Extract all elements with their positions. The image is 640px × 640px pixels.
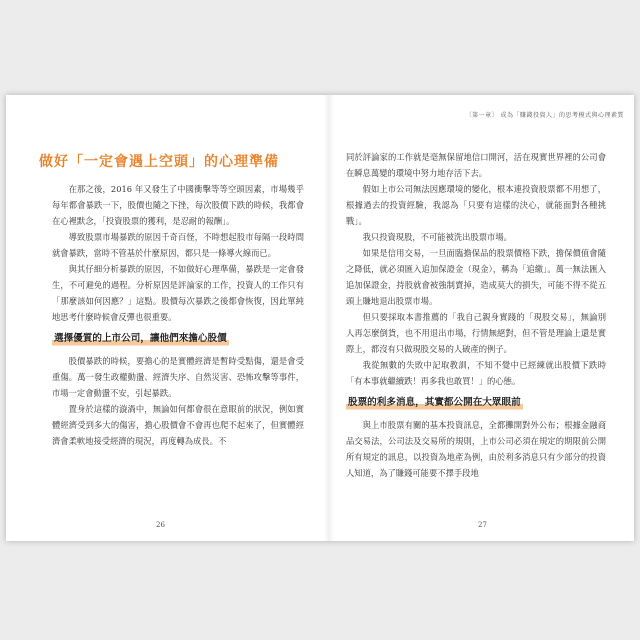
paragraph: 在那之後，2016 年又發生了中國衝擊等等空頭因素，市場幾乎每年都會暴跌一下，股價也隨之下挫，每次股價下跌的時候，我都會在心裡默念，「投資股票的獲利，是忍耐的報酬」。 bbox=[52, 184, 304, 226]
paragraph: 導致股票市場暴跌的原因千奇百怪，不時想起股市每隔一段時間就會暴跌，當時不管基於什麼原因，都只是一條導火線而已。 bbox=[52, 232, 304, 258]
paragraph: 假如上市公司無法因應環境的變化，根本連投資股票都不用想了，根據過去的投資經驗，我認為「只要有這樣的決心，就能面對各種挑戰」。 bbox=[346, 184, 606, 226]
right-page-body bbox=[346, 149, 606, 481]
running-head: 〔第一章〕 成為「賺錢投資人」的思考模式與心理素質 bbox=[465, 112, 624, 119]
paragraph: 我只投資現股，不可能被洗出股票市場。 bbox=[362, 232, 512, 242]
page-number: 26 bbox=[156, 521, 165, 529]
paragraph: 同於評論家的工作就是毫無保留地信口開河，活在現實世界裡的公司會在瞬息萬變的環境中努力地存活下去。 bbox=[346, 152, 606, 178]
chapter-title: 做好「一定會遇上空頭」的心理準備 bbox=[39, 154, 279, 170]
paragraph: 如果是信用交易，一旦面臨擔保品的股票價格下跌，擔保價值會隨之降低，就必須匯入追加保證金（現金），稱為「追繳」。萬一無法匯入追加保證金，持股就會被強制賣掉，造成莫大的損失，可能不得不從五頭上賺地退出股票市場。 bbox=[346, 248, 606, 306]
paragraph: 與其仔細分析暴跌的原因，不如做好心理準備，暴跌是一定會發生，不可避免的過程。分析原因是評論家的工作，投資人的工作只有「那麼該如何因應？」這點。股價每次暴跌之後都會恢復，因此單純地思考什麼時候會反彈也很重要。 bbox=[52, 264, 304, 322]
section-heading: 股票的利多消息，其實都公開在大眾眼前 bbox=[346, 395, 523, 411]
paragraph: 我從無數的失敗中記取教訓，不知不覺中已經練就出股價下跌時「有本事就繼續跌！再多我也敢買！」的心態。 bbox=[346, 360, 606, 386]
left-page bbox=[6, 95, 324, 541]
right-page bbox=[328, 95, 634, 541]
page-number: 27 bbox=[478, 521, 487, 529]
left-page-body bbox=[52, 181, 304, 449]
book-spread bbox=[6, 95, 634, 541]
section-heading: 選擇優質的上市公司，讓他們來擔心股價 bbox=[52, 331, 229, 347]
paragraph: 但只要採取本書推薦的「我自己親身實踐的「現股交易」，無論別人再怎麼倒貨，也不用退出市場，行情無絕對，但不管是理論上還是實際上，都沒有只做現股交易的人破產的例子。 bbox=[346, 312, 606, 354]
paragraph: 置身於這樣的漩渦中，無論如何都會很在意眼前的狀況，例如實體經濟受到多大的傷害，擔心股價會不會再也爬不起來了，但實體經濟會柔軟地接受經濟的現況，再度轉為成長。不 bbox=[52, 404, 304, 446]
paragraph: 股價暴跌的時候，要擔心的是實體經濟是暫時受點傷，還是會受重傷。萬一發生政權動盪、經濟失序、自然災害、恐怖攻擊等事件，市場一定會動盪不安，引起暴跌。 bbox=[52, 356, 304, 398]
paragraph: 與上市股票有關的基本投資訊息，全都攤開對外公布；根據金融商品交易法，公司法及交易所的規則，上市公司必須在規定的期限前公開所有規定的訊息，以投資為地產為例，由於利多消息只有少部分的投資人知道，為了賺錢可能要不擇手段地 bbox=[346, 420, 606, 478]
